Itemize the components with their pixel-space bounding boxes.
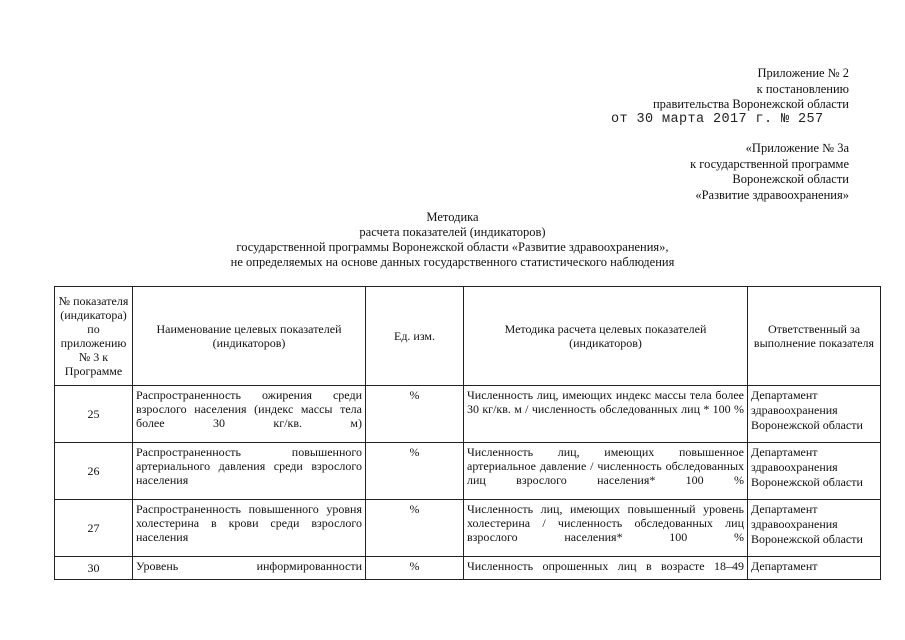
cell-responsible: Департамент здравоохранения Воронежской области bbox=[748, 443, 881, 500]
title-line-3: государственной программы Воронежской области «Развитие здравоохранения», bbox=[236, 240, 669, 254]
indicators-table bbox=[54, 286, 881, 580]
table-row bbox=[55, 386, 881, 443]
table-row bbox=[55, 500, 881, 557]
table-header-row bbox=[55, 287, 881, 386]
cell-method: Численность лиц, имеющих повышенное артериальное давление / численность обследованных лиц взрослого населения* 100 % bbox=[464, 443, 748, 500]
program-annex-line-4: «Развитие здравоохранения» bbox=[695, 187, 849, 202]
program-annex-header bbox=[690, 141, 849, 203]
annex-line-1: Приложение № 2 bbox=[757, 66, 849, 80]
cell-number: 27 bbox=[55, 500, 133, 557]
table-row bbox=[55, 557, 881, 580]
header-method: Методика расчета целевых показателей (индикаторов) bbox=[464, 287, 748, 386]
cell-responsible: Департамент bbox=[748, 557, 881, 580]
header-responsible: Ответственный за выполнение показателя bbox=[748, 287, 881, 386]
cell-responsible: Департамент здравоохранения Воронежской области bbox=[748, 386, 881, 443]
title-line-4: не определяемых на основе данных государственного статистического наблюдения bbox=[230, 255, 675, 269]
header-unit: Ед. изм. bbox=[366, 287, 464, 386]
cell-responsible: Департамент здравоохранения Воронежской области bbox=[748, 500, 881, 557]
cell-method: Численность лиц, имеющих индекс массы тела более 30 кг/кв. м / численность обследованных лиц * 100 % bbox=[464, 386, 748, 443]
cell-unit: % bbox=[366, 386, 464, 443]
annex-line-3: правительства Воронежской области bbox=[652, 97, 849, 111]
cell-number: 26 bbox=[55, 443, 133, 500]
document-title bbox=[0, 210, 905, 270]
annex-line-2: к постановлению bbox=[756, 81, 849, 96]
cell-unit: % bbox=[366, 500, 464, 557]
cell-name: Распространенность ожирения среди взрослого населения (индекс массы тела более 30 кг/кв. м) bbox=[133, 386, 366, 443]
cell-name: Распространенность повышенного уровня холестерина в крови среди взрослого населения bbox=[133, 500, 366, 557]
cell-unit: % bbox=[366, 443, 464, 500]
table-row bbox=[55, 443, 881, 500]
header-indicator-number: № показателя (индикатора) по приложению № 3 к Программе bbox=[55, 287, 133, 386]
cell-number: 30 bbox=[55, 557, 133, 580]
cell-number: 25 bbox=[55, 386, 133, 443]
cell-unit: % bbox=[366, 557, 464, 580]
cell-method: Численность лиц, имеющих повышенный уровень холестерина / численность обследованных лиц взрослого населения* 100 % bbox=[464, 500, 748, 557]
cell-name: Уровень информированности bbox=[133, 557, 366, 580]
header-indicator-name: Наименование целевых показателей (индикаторов) bbox=[133, 287, 366, 386]
program-annex-line-2: к государственной программе bbox=[690, 156, 849, 171]
title-line-2: расчета показателей (индикаторов) bbox=[359, 225, 546, 239]
program-annex-line-3: Воронежской области bbox=[732, 172, 849, 186]
cell-method: Численность опрошенных лиц в возрасте 18–49 bbox=[464, 557, 748, 580]
registration-stamp: от 30 марта 2017 г. № 257 bbox=[611, 112, 824, 127]
program-annex-line-1: «Приложение № 3а bbox=[745, 141, 849, 155]
title-line-1: Методика bbox=[426, 210, 479, 224]
annex-header bbox=[653, 66, 849, 113]
cell-name: Распространенность повышенного артериального давления среди взрослого населения bbox=[133, 443, 366, 500]
